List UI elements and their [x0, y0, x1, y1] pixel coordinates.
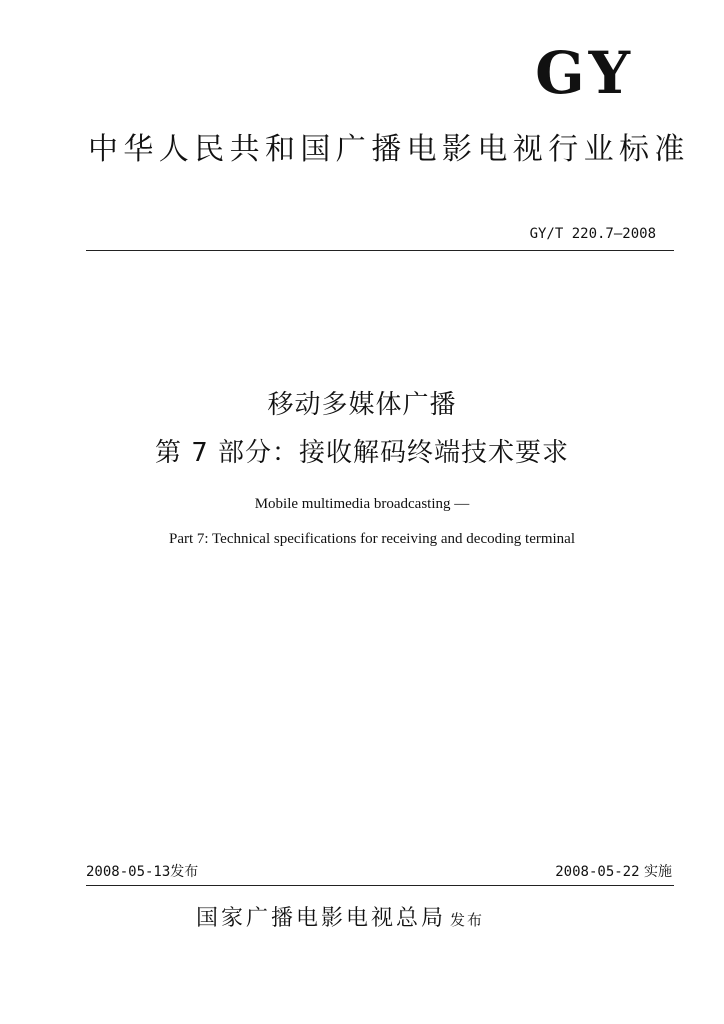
title-en-line2: Part 7: Technical specifications for receiving and decoding terminal: [168, 531, 576, 547]
issue-date-label: 发布: [170, 864, 199, 880]
title-cn-line2: 第 7 部分：接收解码终端技术要求: [154, 438, 570, 468]
publish-label: 发布: [450, 911, 485, 929]
gy-logo: GY: [535, 39, 634, 107]
bottom-divider: [86, 885, 674, 886]
implement-date-label: 实施: [644, 864, 672, 880]
title-en-line1: Mobile multimedia broadcasting —: [254, 496, 470, 512]
publisher: [196, 906, 484, 932]
issue-date-value: 2008-05-13: [86, 864, 171, 880]
standard-number: GY/T 220.7—2008: [529, 226, 656, 242]
publisher-name: 国家广播电影电视总局: [196, 906, 447, 931]
top-divider: [86, 250, 674, 251]
implement-date: [555, 864, 672, 881]
title-cn-line1: 移动多媒体广播: [267, 390, 457, 420]
issue-date: [86, 864, 198, 881]
org-title: 中华人民共和国广播电影电视行业标准: [88, 132, 690, 167]
implement-date-value: 2008-05-22: [555, 864, 640, 880]
